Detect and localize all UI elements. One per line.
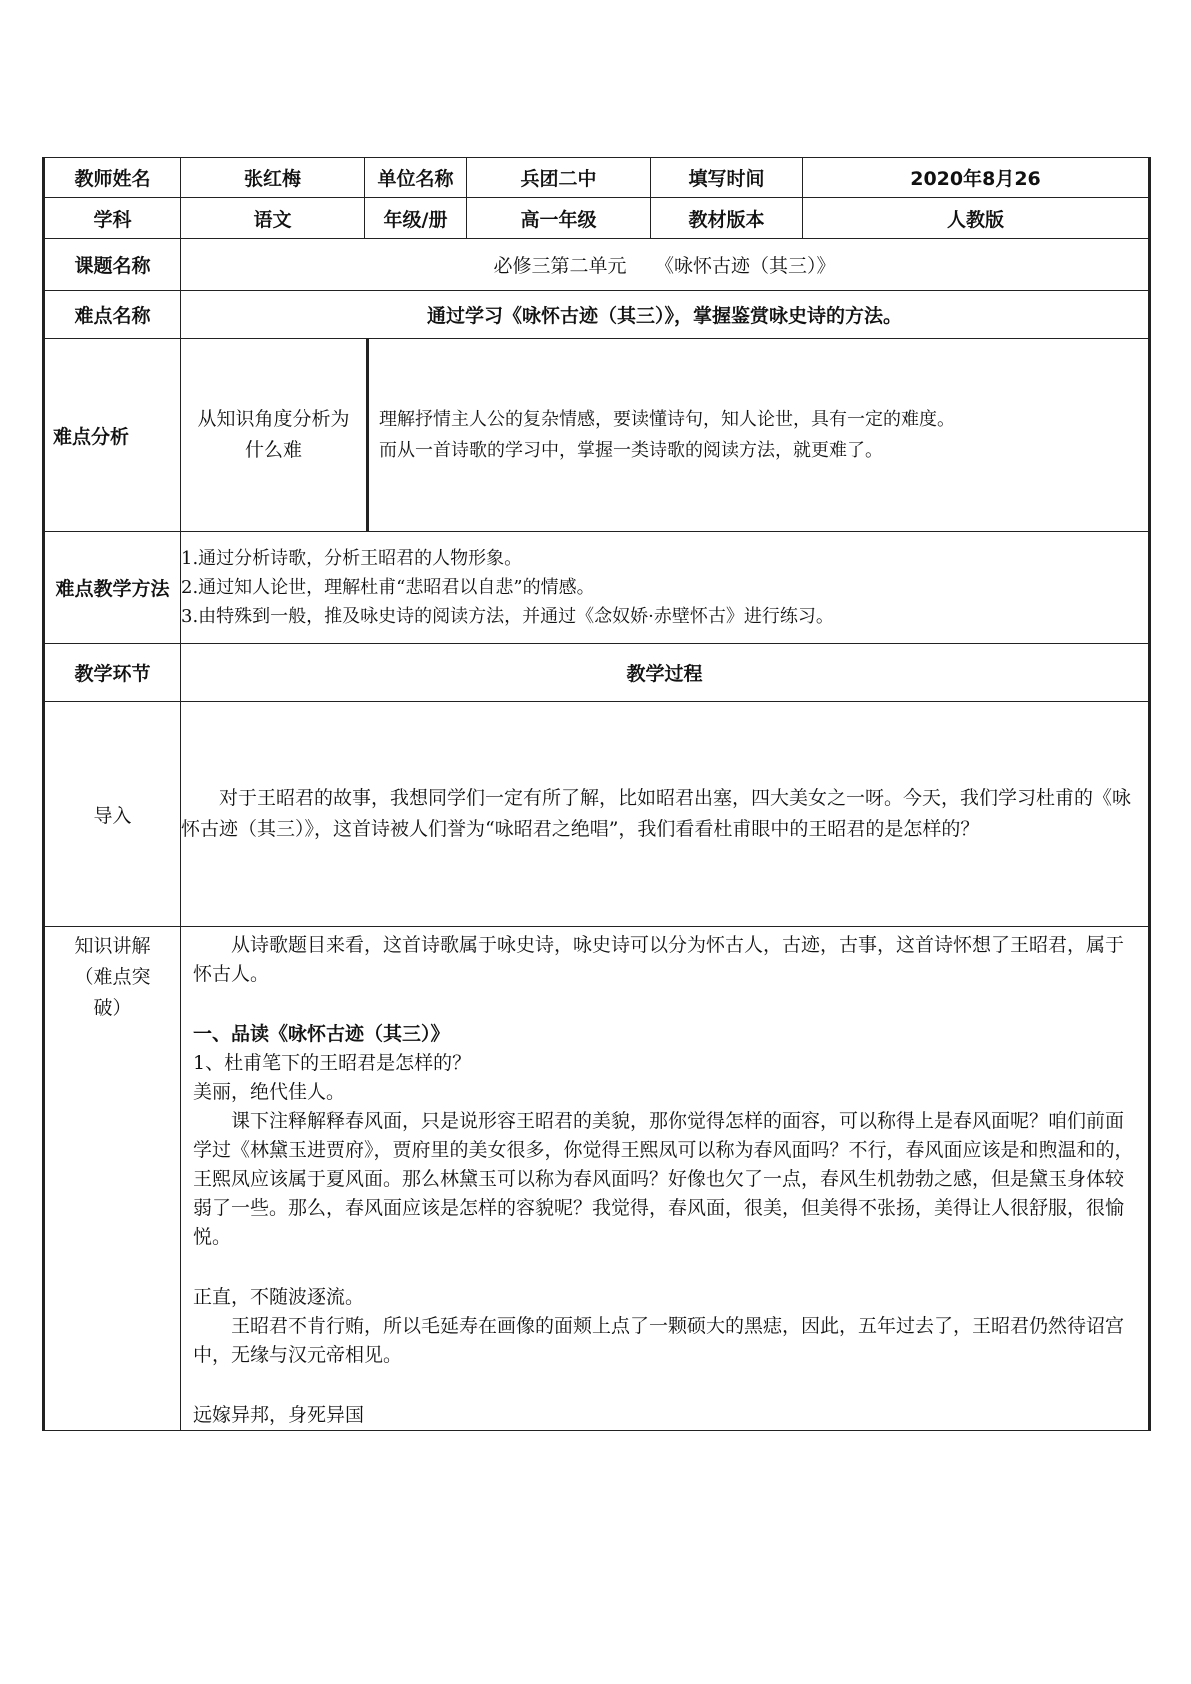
grade-value: 高一年级 [467,198,651,239]
process-header-row [44,644,1150,702]
knowledge-label [44,927,181,1431]
analysis-row [44,339,1150,532]
teacher-value: 张红梅 [181,158,365,198]
answer-2: 正直，不随波逐流。 [193,1286,365,1308]
difficulty-row [44,291,1150,339]
intro-text: 对于王昭君的故事，我想同学们一定有所了解，比如昭君出塞，四大美女之一呀。今天，我们学习杜甫的《咏怀古迹（其三）》，这首诗被人们誉为“咏昭君之绝唱”，我们看看杜甫眼中的王昭君的是怎样的？ [181,787,1132,840]
method-item: 1.通过分析诗歌，分析王昭君的人物形象。 [181,548,523,569]
lesson-plan-table [42,157,1151,1431]
lesson-plan-form [42,157,1148,1431]
spacer [193,989,1136,1020]
knowledge-label-line-2: （难点突 [74,966,151,988]
method-item: 3.由特殊到一般，推及咏史诗的阅读方法，并通过《念奴娇·赤壁怀古》进行练习。 [181,606,834,627]
topic-label: 课题名称 [44,239,181,291]
date-value: 2020年8月26 [803,158,1150,198]
teacher-label: 教师姓名 [44,158,181,198]
subject-label: 学科 [44,198,181,239]
method-row [44,532,1150,644]
intro-content [181,702,1150,927]
analysis-label: 难点分析 [44,339,181,532]
header-row-1 [44,158,1150,198]
header-row-2 [44,198,1150,239]
knowledge-label-line-3: 破） [93,997,132,1019]
answer-3: 远嫁异邦，身死异国 [193,1404,365,1426]
grade-label: 年级/册 [365,198,467,239]
knowledge-para-1: 从诗歌题目来看，这首诗歌属于咏史诗，咏史诗可以分为怀古人，古迹，古事，这首诗怀想了王昭君，属于怀古人。 [193,934,1125,985]
analysis-text-line-1: 理解抒情主人公的复杂情感，要读懂诗句，知人论世，具有一定的难度。 [379,409,955,430]
unit-value: 兵团二中 [467,158,651,198]
analysis-text [369,339,1148,531]
difficulty-label: 难点名称 [44,291,181,339]
unit-label: 单位名称 [365,158,467,198]
difficulty-value: 通过学习《咏怀古迹（其三）》，掌握鉴赏咏史诗的方法。 [181,291,1150,339]
knowledge-para-2: 课下注释解释春风面，只是说形容王昭君的美貌，那你觉得怎样的面容，可以称得上是春风面呢？咱们前面学过《林黛玉进贾府》，贾府里的美女很多，你觉得王熙凤可以称为春风面吗？不行，春风面应该是和煦温和的，王熙凤应该属于夏风面。那么林黛玉可以称为春风面吗？好像也欠了一点，春风生机勃勃之感，但是黛玉身体较弱了一些。那么，春风面应该是怎样的容貌呢？我觉得，春风面，很美，但美得不张扬，美得让人很舒服，很愉悦。 [193,1110,1134,1248]
method-label: 难点教学方法 [44,532,181,644]
intro-label: 导入 [44,702,181,927]
edition-value: 人教版 [803,198,1150,239]
spacer [193,1252,1136,1283]
topic-value: 必修三第二单元 《咏怀古迹（其三）》 [181,239,1150,291]
analysis-content [181,339,1150,532]
knowledge-para-3: 王昭君不肯行贿，所以毛延寿在画像的面颊上点了一颗硕大的黑痣，因此，五年过去了，王昭君仍然待诏宫中，无缘与汉元帝相见。 [193,1315,1125,1366]
question-1: 1、杜甫笔下的王昭君是怎样的？ [193,1052,472,1074]
analysis-sub-label: 从知识角度分析为什么难 [181,339,369,531]
process-header-left: 教学环节 [44,644,181,702]
knowledge-content [181,927,1150,1431]
subject-value: 语文 [181,198,365,239]
process-header-right: 教学过程 [181,644,1150,702]
method-item: 2.通过知人论世，理解杜甫“悲昭君以自悲”的情感。 [181,577,595,598]
date-label: 填写时间 [651,158,803,198]
section-title: 一、品读《咏怀古迹（其三）》 [193,1023,450,1045]
analysis-text-line-2: 而从一首诗歌的学习中，掌握一类诗歌的阅读方法，就更难了。 [379,440,883,461]
spacer [193,1370,1136,1401]
knowledge-label-line-1: 知识讲解 [74,935,151,957]
intro-row [44,702,1150,927]
answer-1: 美丽，绝代佳人。 [193,1081,346,1103]
edition-label: 教材版本 [651,198,803,239]
knowledge-row [44,927,1150,1431]
topic-row [44,239,1150,291]
method-list [181,532,1150,644]
